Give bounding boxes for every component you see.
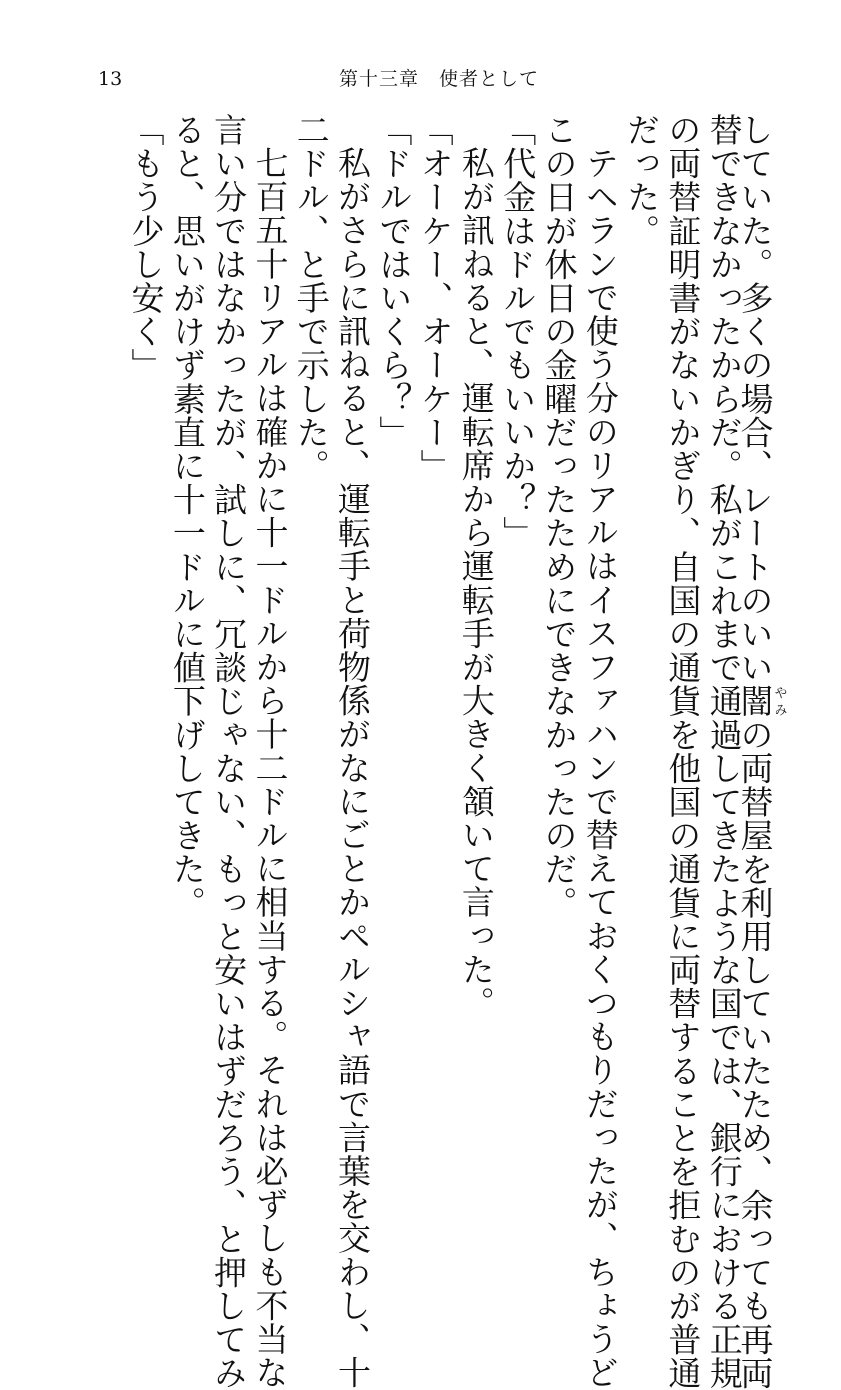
text-column (662, 113, 703, 1390)
text-column (621, 113, 662, 1163)
column-text-14: 言い分ではなかったが、試しに、冗談じゃない、もっと安いはずだろう、と押してみ (209, 113, 249, 1390)
text-column (373, 113, 414, 1163)
text-column (414, 113, 455, 1163)
text-column (208, 113, 249, 1390)
column-text-1: していた。多くの場合、レートのいい闇やみの両替屋を利用していたため、余っても再両 (735, 113, 787, 1390)
ruby-reading: やみ (771, 684, 787, 718)
column-text-2: 替できなかったからだ。私がこれまで通過してきたような国では、銀行における正規 (704, 113, 744, 1390)
column-text-10: 「ドルではいくら？」 (374, 113, 414, 449)
column-text-15: ると、思いがけず素直に十一ドルに値下げしてきた。 (167, 113, 207, 920)
column-text-8: 私が訊ねると、運転席から運転手が大きく頷いて言った。 (456, 146, 496, 1020)
column-text-4: だった。 (622, 113, 662, 248)
text-column (538, 113, 579, 1163)
text-column (332, 113, 373, 1390)
column-text-9: 「オーケー、オーケー」 (415, 113, 455, 483)
column-text-12: 二ドル、と手で示した。 (291, 113, 331, 483)
column-text-5: テヘランで使う分のリアルはイスファハンで替えておくつもりだったが、ちょうど (580, 146, 620, 1390)
column-text-7: 「代金はドルでもいいか？」 (498, 113, 538, 550)
text-column (125, 113, 166, 1163)
column-text-13: 七百五十リアルは確かに十一ドルから十二ドルに相当する。それは必ずしも不当な (250, 146, 290, 1390)
text-column (290, 113, 331, 1163)
text-column (735, 113, 787, 1390)
column-text-11: 私がさらに訊ねると、運転手と荷物係がなにごとかペルシャ語で言葉を交わし、十 (333, 146, 373, 1390)
body-text (86, 113, 787, 1390)
text-column (167, 113, 208, 1163)
column-text-16: 「もう少し安く」 (126, 113, 166, 382)
ruby-annotation: 闇やみ (735, 684, 787, 718)
column-text-6: この日が休日の金曜だったためにできなかったのだ。 (539, 113, 579, 920)
page-number: 13 (98, 68, 123, 90)
running-head: 第十三章 使者として (339, 68, 540, 90)
text-column (456, 113, 497, 1163)
text-column (249, 113, 290, 1390)
text-column (497, 113, 538, 1163)
text-column (580, 113, 621, 1390)
column-text-3: の両替証明書がないかぎり、自国の通貨を他国の通貨に両替することを拒むのが普通 (663, 113, 703, 1390)
